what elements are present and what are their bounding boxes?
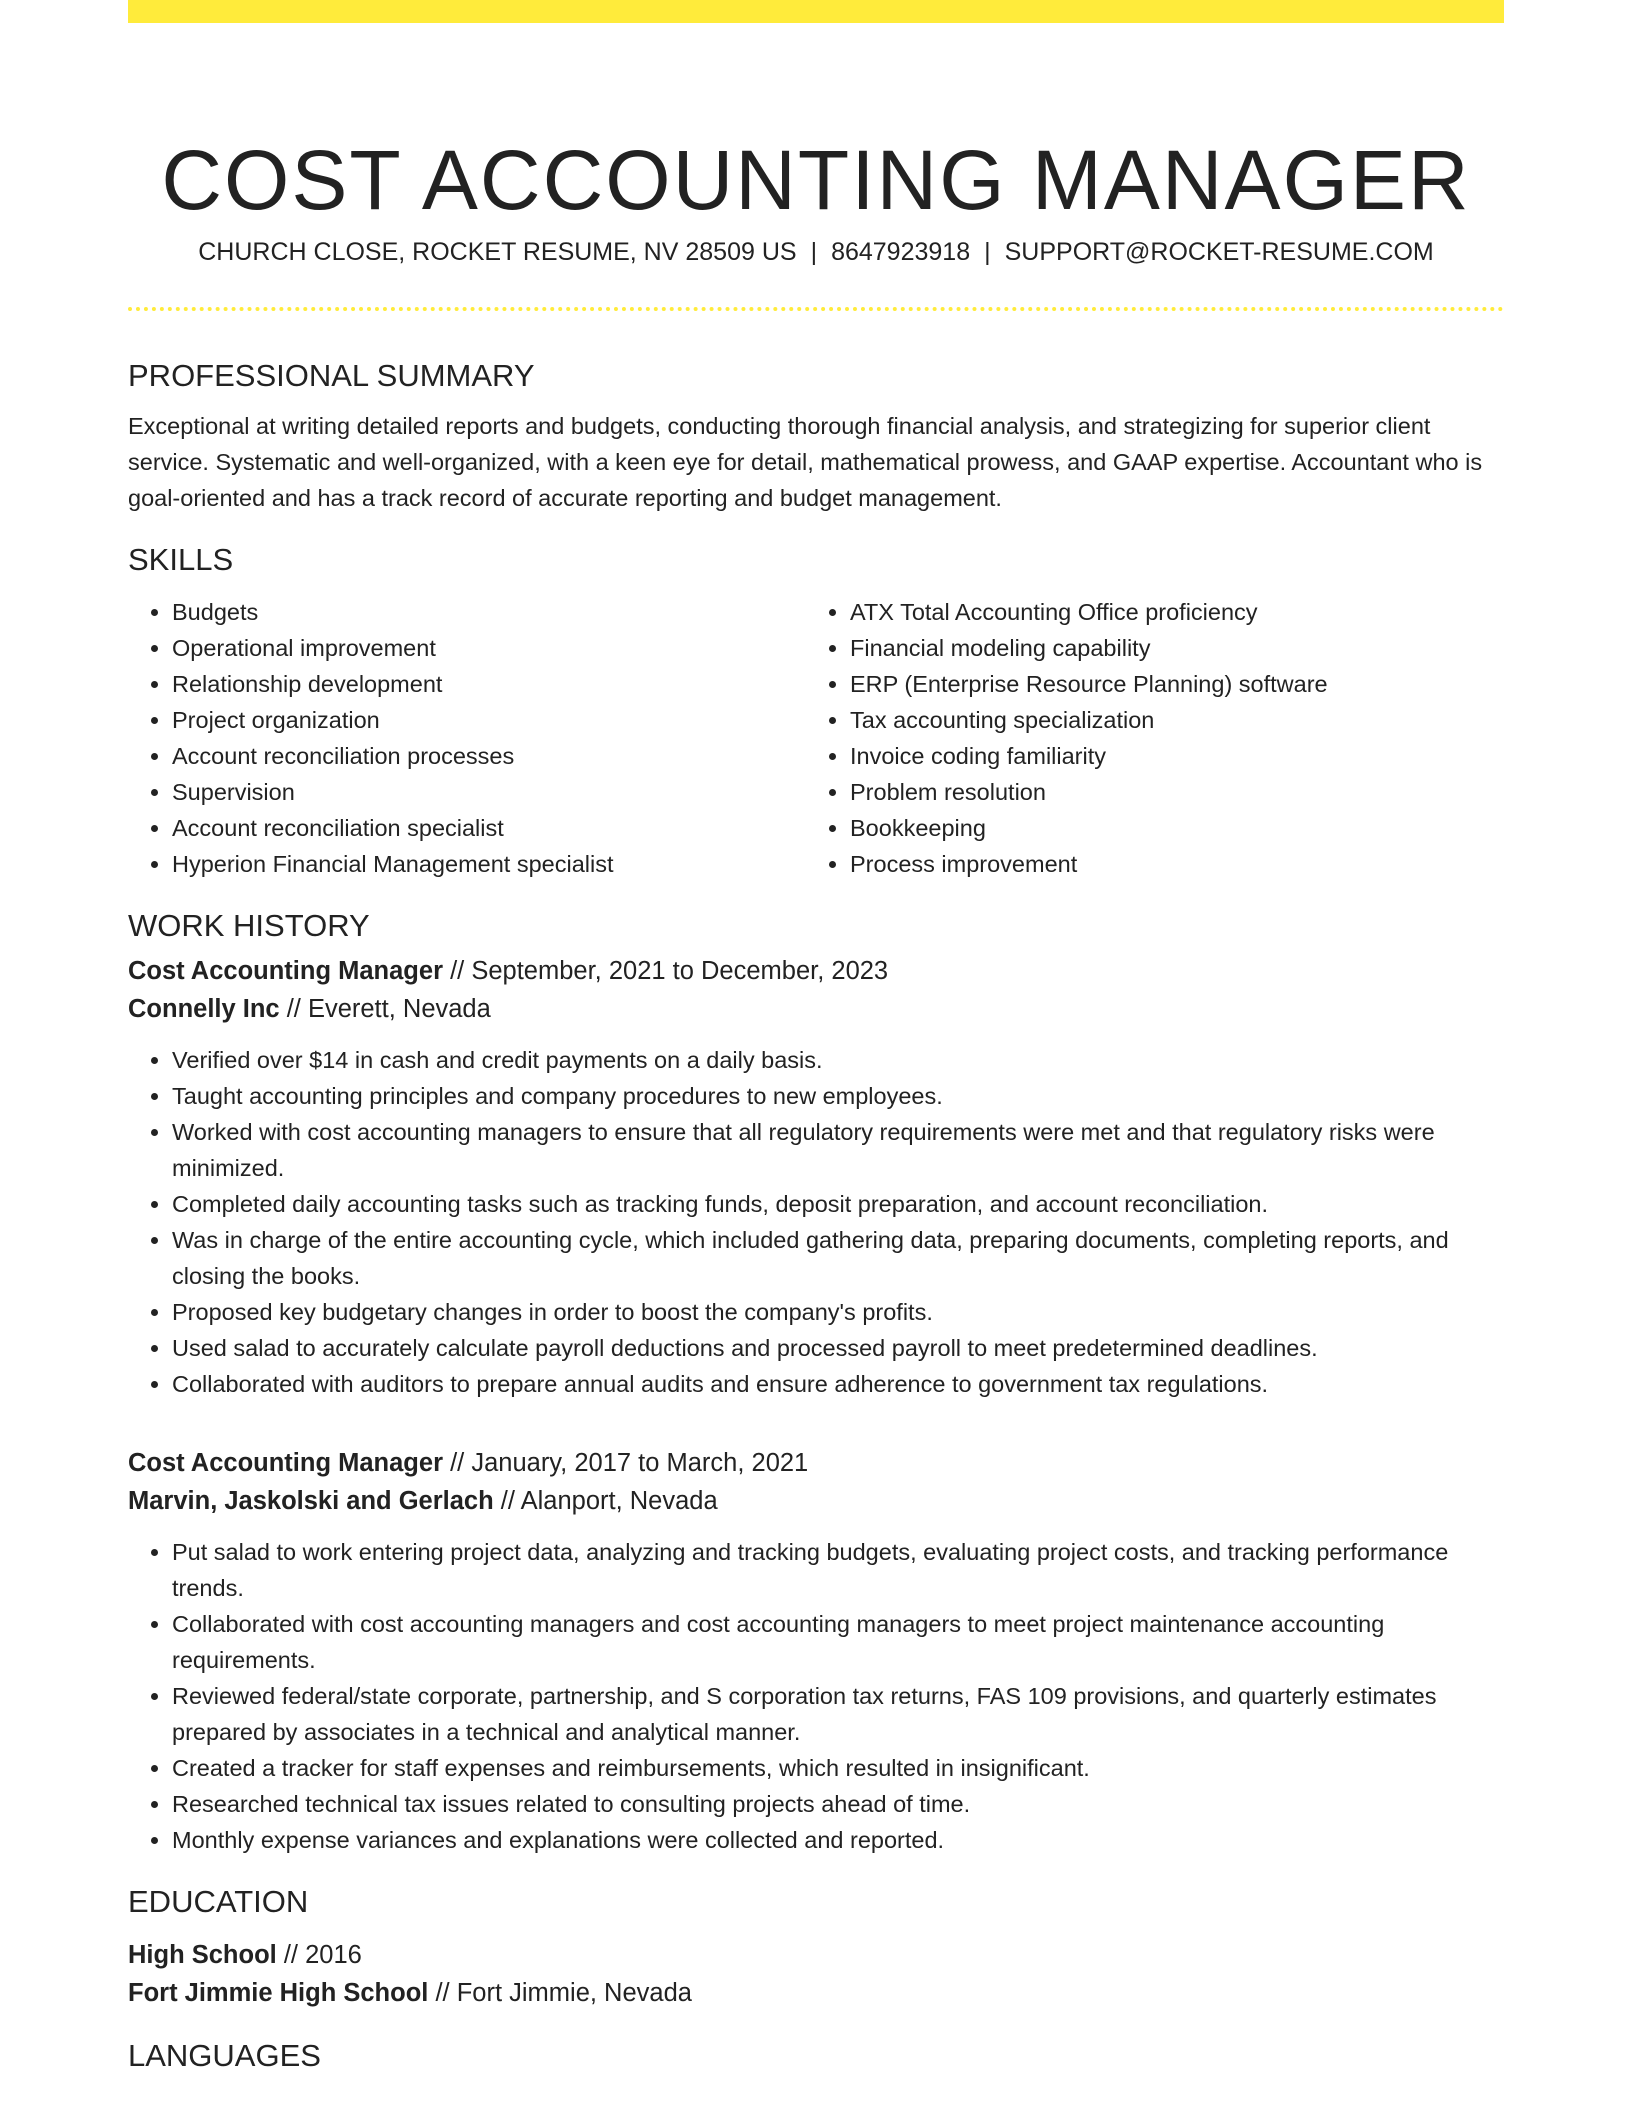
job-title-line (128, 1444, 1504, 1482)
skill-item: • Operational improvement (172, 630, 806, 666)
header-divider (128, 307, 1504, 311)
job-role: Cost Accounting Manager (128, 957, 443, 985)
job-bullet: • Verified over $14 in cash and credit payments on a daily basis. (172, 1042, 1504, 1078)
job-location: // Alanport, Nevada (493, 1487, 718, 1515)
skill-item: • ATX Total Accounting Office proficiency (850, 594, 1500, 630)
job-bullet: • Worked with cost accounting managers to ensure that all regulatory requirements were met and that regulatory risks were minimized. (172, 1114, 1504, 1186)
job-company-line (128, 1482, 1504, 1520)
contact-separator: | (984, 238, 991, 266)
education-degree: High School (128, 1941, 277, 1969)
skill-item: • Hyperion Financial Management specialist (172, 846, 806, 882)
job-bullet: • Taught accounting principles and company procedures to new employees. (172, 1078, 1504, 1114)
skills-column-right (806, 594, 1500, 882)
contact-separator: | (810, 238, 818, 266)
education-location: // Fort Jimmie, Nevada (428, 1979, 692, 2007)
skills-list (128, 594, 1504, 882)
skill-item: • Tax accounting specialization (850, 702, 1500, 738)
education-school: Fort Jimmie High School (128, 1979, 429, 2007)
skill-item: • Financial modeling capability (850, 630, 1500, 666)
work-history-heading: WORK HISTORY (128, 908, 370, 943)
job-title-line (128, 952, 1504, 990)
job-bullet: • Collaborated with cost accounting managers and cost accounting managers to meet project maintenance accounting requirements. (172, 1606, 1504, 1678)
skills-heading: SKILLS (128, 542, 234, 577)
contact-email: SUPPORT@ROCKET-RESUME.COM (1004, 238, 1434, 266)
skill-item: • Process improvement (850, 846, 1500, 882)
top-accent-bar (128, 0, 1504, 23)
skill-item: • Account reconciliation specialist (172, 810, 806, 846)
job-entry (128, 952, 1504, 1402)
job-role: Cost Accounting Manager (128, 1449, 443, 1477)
skills-column-left (128, 594, 806, 882)
job-location: // Everett, Nevada (279, 995, 491, 1023)
job-bullet: • Monthly expense variances and explanations were collected and reported. (172, 1822, 1504, 1858)
job-company-line (128, 990, 1504, 1028)
skill-item: • Budgets (172, 594, 806, 630)
job-company: Marvin, Jaskolski and Gerlach (128, 1487, 494, 1515)
education-year: // 2016 (276, 1941, 362, 1969)
job-bullet: • Created a tracker for staff expenses and reimbursements, which resulted in insignificant. (172, 1750, 1504, 1786)
job-bullets (128, 1042, 1504, 1402)
job-bullets (128, 1534, 1504, 1858)
education-heading: EDUCATION (128, 1884, 309, 1919)
skill-item: • Bookkeeping (850, 810, 1500, 846)
contact-address: CHURCH CLOSE, ROCKET RESUME, NV 28509 US (198, 238, 797, 266)
job-company: Connelly Inc (128, 995, 280, 1023)
resume-content (128, 350, 1504, 2082)
skill-item: • Supervision (172, 774, 806, 810)
job-bullet: • Researched technical tax issues related to consulting projects ahead of time. (172, 1786, 1504, 1822)
education-degree-line (128, 1936, 1504, 1974)
job-bullet: • Reviewed federal/state corporate, partnership, and S corporation tax returns, FAS 109 provisions, and quarterly estimates prepared by associates in a technical and analytical manner. (172, 1678, 1504, 1750)
job-entry (128, 1444, 1504, 1858)
skill-item: • Account reconciliation processes (172, 738, 806, 774)
job-bullet: • Collaborated with auditors to prepare annual audits and ensure adherence to government tax regulations. (172, 1366, 1504, 1402)
contact-line (128, 237, 1504, 267)
job-bullet: • Completed daily accounting tasks such as tracking funds, deposit preparation, and account reconciliation. (172, 1186, 1504, 1222)
job-dates: // January, 2017 to March, 2021 (443, 1449, 809, 1477)
skill-item: • Invoice coding familiarity (850, 738, 1500, 774)
summary-text: Exceptional at writing detailed reports and budgets, conducting thorough financial analysis, and strategizing for superior client service. Systematic and well-organized, with a keen eye for detail, mathematical prowess, and GAAP expertise. Accountant who is goal-oriented and has a track record of accurate reporting and budget management. (128, 413, 1483, 511)
job-bullet: • Was in charge of the entire accounting cycle, which included gathering data, preparing documents, completing reports, and closing the books. (172, 1222, 1504, 1294)
job-bullet: • Used salad to accurately calculate payroll deductions and processed payroll to meet predetermined deadlines. (172, 1330, 1504, 1366)
skill-item: • Project organization (172, 702, 806, 738)
job-bullet: • Put salad to work entering project data, analyzing and tracking budgets, evaluating project costs, and tracking performance trends. (172, 1534, 1504, 1606)
job-bullet: • Proposed key budgetary changes in order to boost the company's profits. (172, 1294, 1504, 1330)
skill-item: • Relationship development (172, 666, 806, 702)
summary-heading: PROFESSIONAL SUMMARY (128, 358, 535, 393)
contact-phone: 8647923918 (831, 238, 971, 266)
languages-heading: LANGUAGES (128, 2038, 321, 2073)
resume-title: COST ACCOUNTING MANAGER (161, 133, 1471, 228)
education-school-line (128, 1974, 1504, 2012)
job-dates: // September, 2021 to December, 2023 (443, 957, 889, 985)
skill-item: • Problem resolution (850, 774, 1500, 810)
skill-item: • ERP (Enterprise Resource Planning) software (850, 666, 1500, 702)
